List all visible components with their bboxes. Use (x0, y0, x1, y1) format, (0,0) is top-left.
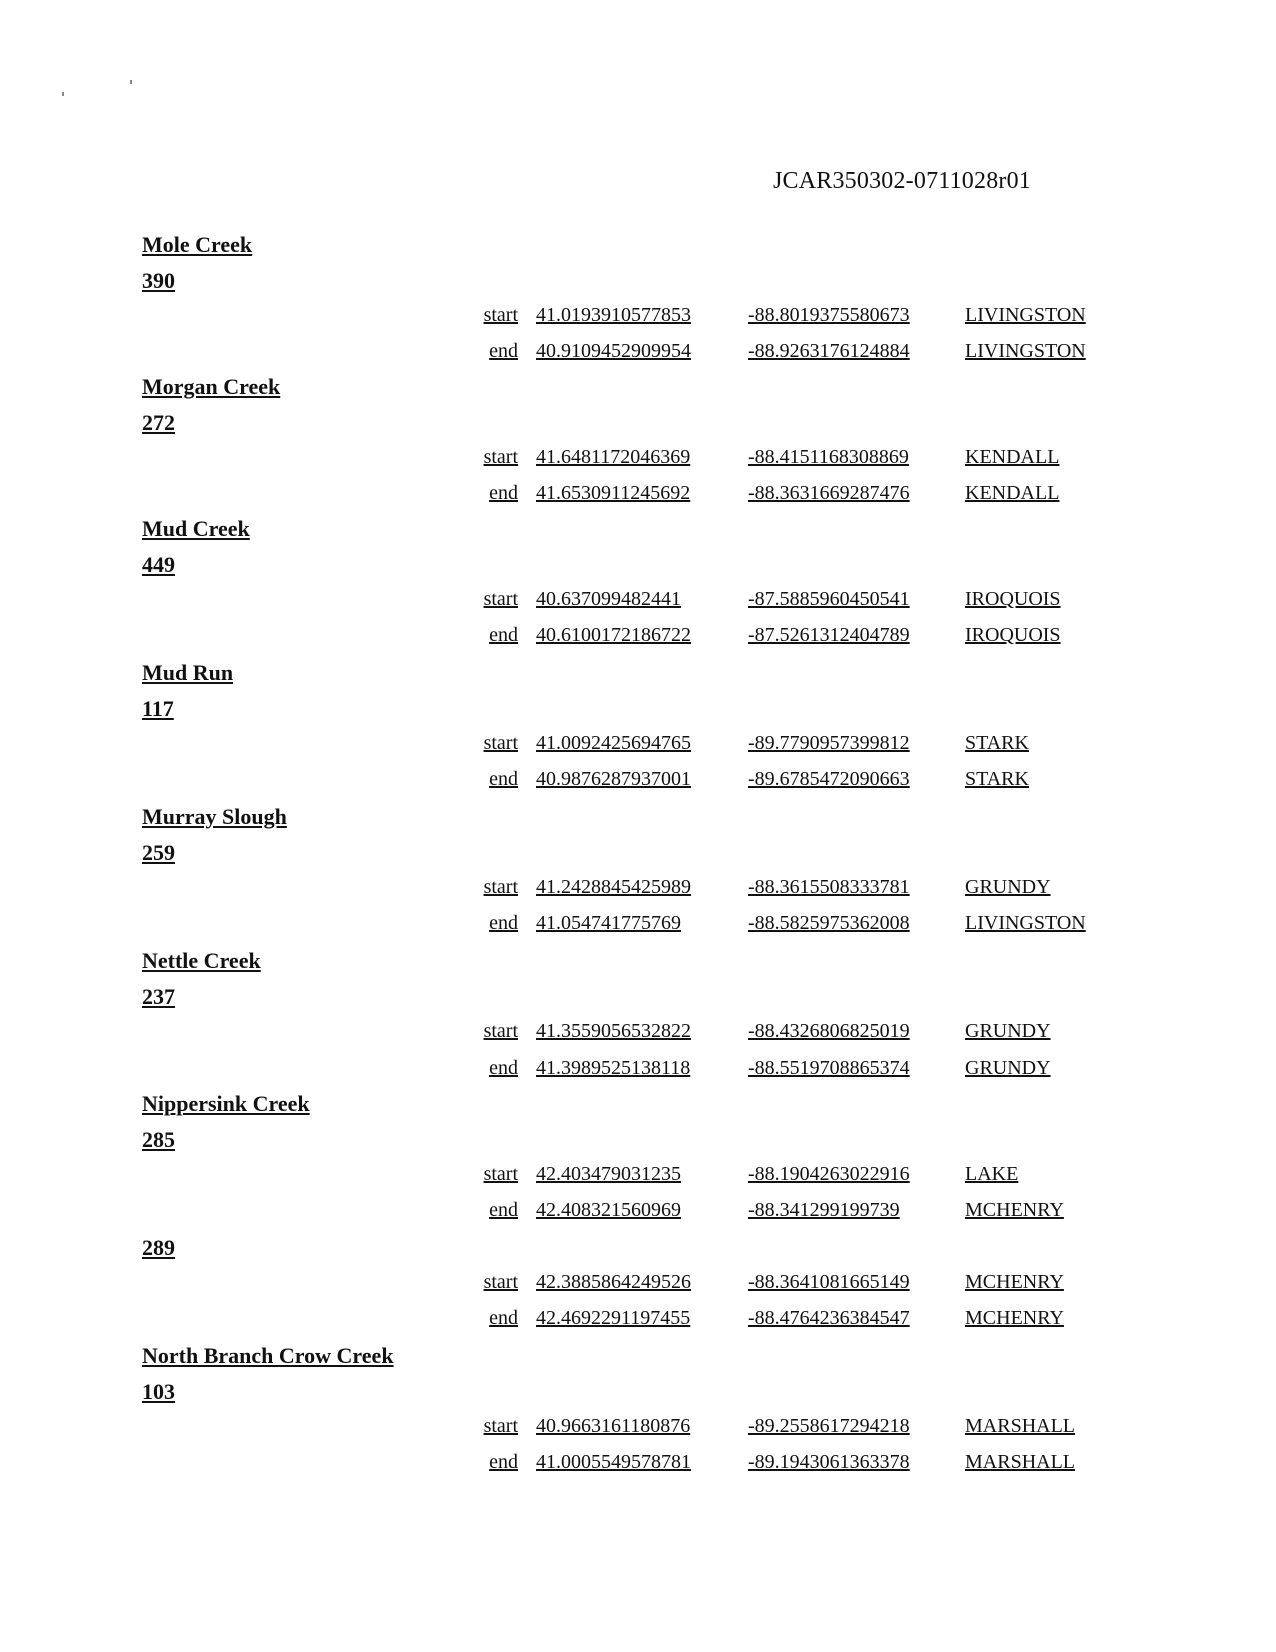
stream-name: Murray Slough (142, 804, 287, 829)
row-position: start (483, 876, 518, 898)
longitude: -88.3631669287476 (748, 482, 910, 504)
latitude: 41.0092425694765 (536, 732, 691, 754)
longitude: -89.6785472090663 (748, 768, 910, 790)
latitude: 41.3559056532822 (536, 1020, 691, 1042)
row-position: start (483, 1020, 518, 1042)
county: GRUNDY (965, 1020, 1051, 1042)
longitude: -88.4151168308869 (748, 446, 909, 468)
county: KENDALL (965, 446, 1060, 468)
row-position: end (489, 1451, 518, 1473)
county: LIVINGSTON (965, 340, 1086, 362)
latitude: 40.9663161180876 (536, 1415, 691, 1437)
longitude: -89.2558617294218 (748, 1415, 910, 1437)
segment-id: 449 (142, 552, 175, 577)
row-position: end (489, 1307, 518, 1329)
latitude: 41.2428845425989 (536, 876, 691, 898)
stream-name: North Branch Crow Creek (142, 1343, 394, 1368)
table-row (0, 876, 1276, 906)
latitude: 41.054741775769 (536, 912, 681, 934)
latitude: 41.0193910577853 (536, 304, 691, 326)
row-position: end (489, 482, 518, 504)
longitude: -89.1943061363378 (748, 1451, 910, 1473)
table-row (0, 912, 1276, 942)
row-position: start (483, 588, 518, 610)
table-row (0, 732, 1276, 762)
table-row (0, 1451, 1276, 1481)
table-row (0, 588, 1276, 618)
table-row (0, 1020, 1276, 1050)
table-row (0, 446, 1276, 476)
segment-id: 237 (142, 984, 175, 1009)
stream-name: Morgan Creek (142, 374, 281, 399)
county: GRUNDY (965, 1057, 1051, 1079)
row-position: start (483, 732, 518, 754)
latitude: 40.637099482441 (536, 588, 681, 610)
county: IROQUOIS (965, 624, 1061, 646)
county: LIVINGSTON (965, 304, 1086, 326)
longitude: -88.5825975362008 (748, 912, 910, 934)
segment-id: 272 (142, 410, 175, 435)
longitude: -87.5261312404789 (748, 624, 910, 646)
row-position: end (489, 912, 518, 934)
county: STARK (965, 768, 1029, 790)
county: LAKE (965, 1163, 1019, 1185)
longitude: -87.5885960450541 (748, 588, 910, 610)
row-position: start (483, 1163, 518, 1185)
table-row (0, 1163, 1276, 1193)
latitude: 42.4692291197455 (536, 1307, 691, 1329)
county: GRUNDY (965, 876, 1051, 898)
row-position: start (483, 1271, 518, 1293)
table-row (0, 1271, 1276, 1301)
table-row (0, 1199, 1276, 1229)
longitude: -88.4326806825019 (748, 1020, 910, 1042)
county: MCHENRY (965, 1307, 1064, 1329)
stream-name: Nettle Creek (142, 948, 261, 973)
county: MCHENRY (965, 1271, 1064, 1293)
latitude: 40.9876287937001 (536, 768, 691, 790)
table-row (0, 768, 1276, 798)
stream-name: Mole Creek (142, 232, 253, 257)
table-row (0, 624, 1276, 654)
stream-name: Nippersink Creek (142, 1091, 310, 1116)
longitude: -88.8019375580673 (748, 304, 910, 326)
latitude: 41.6481172046369 (536, 446, 691, 468)
row-position: end (489, 340, 518, 362)
latitude: 41.0005549578781 (536, 1451, 691, 1473)
row-position: start (483, 304, 518, 326)
row-position: end (489, 768, 518, 790)
segment-id: 103 (142, 1379, 175, 1404)
latitude: 40.6100172186722 (536, 624, 691, 646)
longitude: -88.9263176124884 (748, 340, 910, 362)
longitude: -88.341299199739 (748, 1199, 900, 1221)
row-position: end (489, 624, 518, 646)
table-row (0, 340, 1276, 370)
latitude: 41.6530911245692 (536, 482, 691, 504)
county: IROQUOIS (965, 588, 1061, 610)
segment-id: 289 (142, 1235, 175, 1260)
row-position: end (489, 1199, 518, 1221)
segment-id: 117 (142, 696, 174, 721)
latitude: 42.403479031235 (536, 1163, 681, 1185)
latitude: 40.9109452909954 (536, 340, 691, 362)
scan-speck (130, 80, 132, 84)
stream-name: Mud Run (142, 660, 234, 685)
longitude: -89.7790957399812 (748, 732, 910, 754)
row-position: end (489, 1057, 518, 1079)
row-position: start (483, 1415, 518, 1437)
longitude: -88.1904263022916 (748, 1163, 910, 1185)
segment-id: 259 (142, 840, 175, 865)
document-id: JCAR350302-0711028r01 (773, 168, 1031, 194)
longitude: -88.5519708865374 (748, 1057, 910, 1079)
segment-id: 390 (142, 268, 175, 293)
stream-name: Mud Creek (142, 516, 250, 541)
county: LIVINGSTON (965, 912, 1086, 934)
county: MARSHALL (965, 1415, 1076, 1437)
longitude: -88.4764236384547 (748, 1307, 910, 1329)
county: STARK (965, 732, 1029, 754)
county: MARSHALL (965, 1451, 1076, 1473)
segment-id: 285 (142, 1127, 175, 1152)
table-row (0, 1307, 1276, 1337)
table-row (0, 1415, 1276, 1445)
latitude: 41.3989525138118 (536, 1057, 691, 1079)
county: MCHENRY (965, 1199, 1064, 1221)
longitude: -88.3615508333781 (748, 876, 910, 898)
longitude: -88.3641081665149 (748, 1271, 910, 1293)
county: KENDALL (965, 482, 1060, 504)
latitude: 42.3885864249526 (536, 1271, 691, 1293)
table-row (0, 1057, 1276, 1087)
scan-speck (62, 92, 64, 96)
latitude: 42.408321560969 (536, 1199, 681, 1221)
table-row (0, 304, 1276, 334)
row-position: start (483, 446, 518, 468)
table-row (0, 482, 1276, 512)
